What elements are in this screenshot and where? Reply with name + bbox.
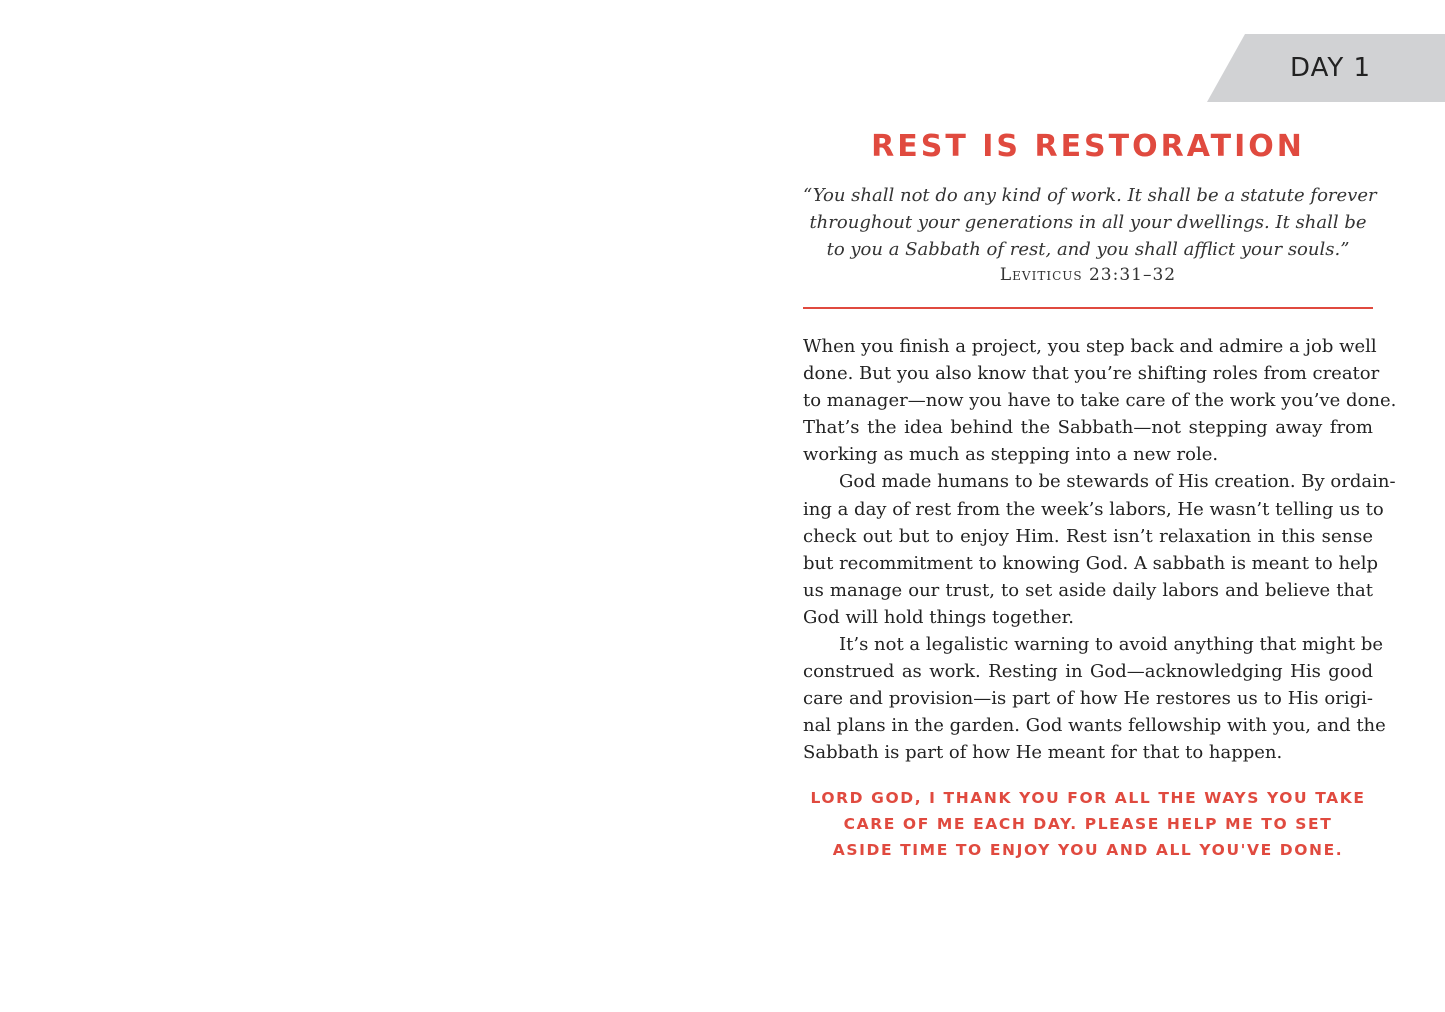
body-line: check out but to enjoy Him. Rest isn’t relaxation in this sense [803,525,1373,547]
body-line: nal plans in the garden. God wants fellowship with you, and the [803,715,1386,737]
body-line: Sabbath is part of how He meant for that to happen. [803,742,1283,764]
body-line: construed as work. Resting in God—acknowledging His good [803,661,1373,683]
prayer-text [803,785,1373,863]
body-line: God will hold things together. [803,606,1075,628]
verse-line: “You shall not do any kind of work. It shall be a statute forever [803,185,1377,206]
verse-line: throughout your generations in all your dwellings. It shall be [809,212,1367,233]
body-line: us manage our trust, to set aside daily labors and believe that [803,579,1373,601]
verse-line: to you a Sabbath of rest, and you shall afflict your souls.” [826,239,1350,260]
body-line: God made humans to be stewards of His creation. By ordain- [839,471,1396,493]
body-line: It’s not a legalistic warning to avoid anything that might be [839,634,1384,656]
body-line: That’s the idea behind the Sabbath—not stepping away from [803,417,1373,439]
divider-line [803,307,1373,309]
prayer-line: LORD GOD, I THANK YOU FOR ALL THE WAYS YOU TAKE [810,789,1366,807]
body-line: working as much as stepping into a new role. [803,444,1219,466]
body-line: done. But you also know that you’re shifting roles from creator [803,363,1380,385]
left-blank-page [0,0,722,1012]
scripture-quote [803,182,1377,263]
scripture-reference: Leviticus 23:31–32 [999,265,1177,285]
prayer-line: CARE OF ME EACH DAY. PLEASE HELP ME TO SET [843,815,1333,833]
page-title: REST IS RESTORATION [871,129,1305,164]
day-label: DAY 1 [1290,53,1372,83]
body-line: ing a day of rest from the week’s labors, He wasn’t telling us to [803,498,1384,520]
body-line: to manager—now you have to take care of the work you’ve done. [803,390,1397,412]
body-line: care and provision—is part of how He restores us to His origi- [803,688,1373,710]
body-line: but recommitment to knowing God. A sabbath is meant to help [803,552,1378,574]
devotional-body [803,333,1397,767]
prayer-line: ASIDE TIME TO ENJOY YOU AND ALL YOU'VE DONE. [832,841,1344,859]
body-line: When you finish a project, you step back and admire a job well [803,336,1377,357]
